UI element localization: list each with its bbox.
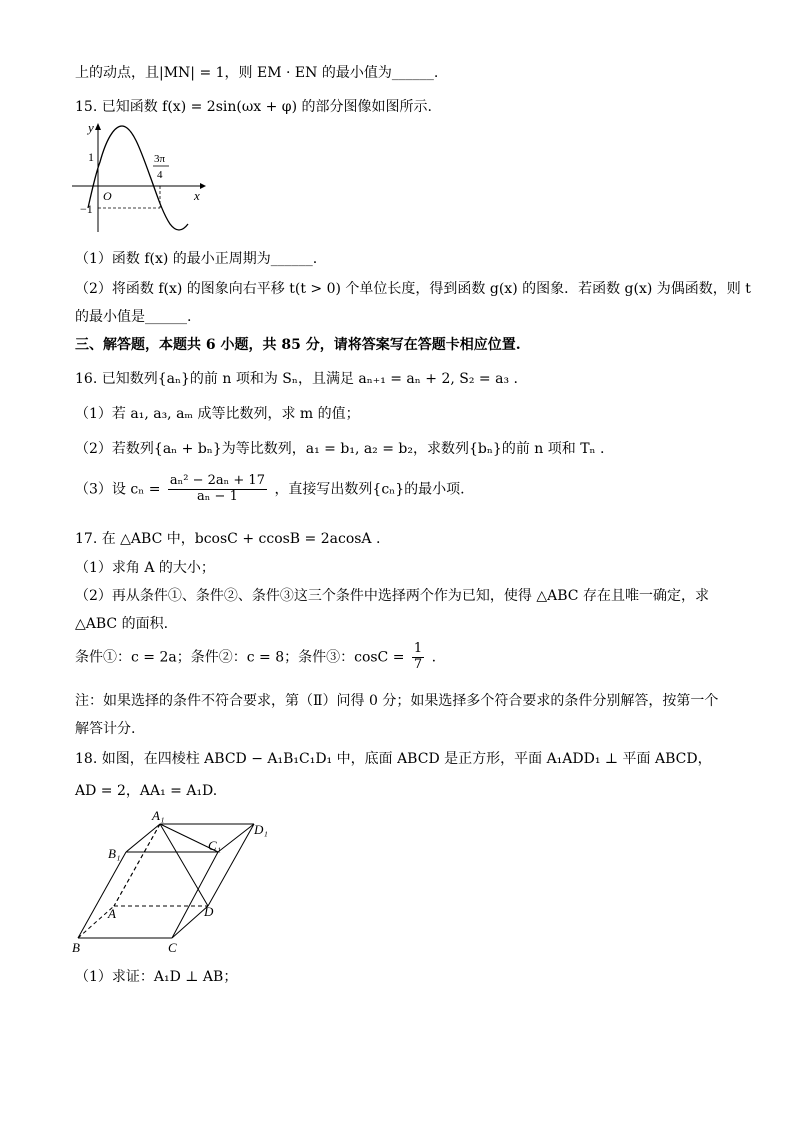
cos-c-numerator: 1 (413, 641, 423, 656)
label-d1: D₁ (254, 822, 268, 837)
tick-label-neg1: −1 (80, 202, 93, 216)
problem-17-part-2-cont: △ABC 的面积. (75, 616, 169, 632)
label-a: A (108, 906, 116, 921)
edge-c-d (172, 906, 208, 938)
problem-17-stem: 17. 在 △ABC 中，bcosC + ccosB = 2acosA . (75, 531, 381, 547)
origin-label: O (103, 189, 112, 203)
note-line: 注：如果选择的条件不符合要求，第（Ⅱ）问得 0 分；如果选择多个符合要求的条件分别解答，按第一个 (75, 693, 719, 709)
edge-a1-a-dup (114, 824, 160, 906)
label-b1: B₁ (108, 846, 121, 861)
problem-17-conditions (75, 642, 436, 673)
conditions-prefix: 条件①：c = 2a；条件②：c = 8；条件③：cosC = (75, 649, 405, 666)
problem-16-stem: 16. 已知数列{aₙ}的前 n 项和为 Sₙ，且满足 aₙ₊₁ = aₙ + 2, S₂ = a₃ . (75, 371, 518, 387)
x-axis-arrow-icon (200, 183, 206, 189)
problem-18-stem-cont: AD = 2，AA₁ = A₁D. (75, 783, 218, 799)
sine-curve (88, 126, 188, 230)
conditions-suffix: . (431, 649, 437, 666)
cn-numerator: aₙ² − 2aₙ + 17 (169, 473, 265, 488)
part-3-prefix: （3）设 cₙ = (75, 481, 161, 498)
label-c: C (168, 940, 177, 955)
edge-a1-d (160, 824, 208, 906)
edge-b1-b (78, 852, 126, 938)
tick-label-1: 1 (88, 150, 94, 164)
problem-15-part-2-cont: 的最小值是______. (75, 309, 192, 325)
x-axis-label: x (194, 188, 200, 203)
edge-d1-d (208, 824, 254, 906)
problem-15-stem: 15. 已知函数 f(x) = 2sin(ωx + φ) 的部分图像如图所示. (75, 99, 432, 115)
problem-18-part-1: （1）求证：A₁D ⊥ AB； (75, 969, 238, 985)
cos-c-denominator: 7 (413, 656, 423, 672)
y-axis-arrow-icon (95, 123, 101, 130)
edge-c1-d1 (218, 824, 254, 852)
problem-15-part-1: （1）函数 f(x) 的最小正周期为______. (75, 251, 318, 267)
label-d: D (204, 904, 214, 919)
problem-18-stem: 18. 如图，在四棱柱 ABCD − A₁B₁C₁D₁ 中，底面 ABCD 是正方形，平面 A₁ADD₁ ⊥ 平面 ABCD， (75, 751, 712, 767)
problem-15-part-2: （2）将函数 f(x) 的图象向右平移 t(t > 0) 个单位长度，得到函数 g(x) 的图象．若函数 g(x) 为偶函数，则 t (75, 281, 751, 297)
section-heading: 三、解答题，本题共 6 小题，共 85 分，请将答案写在答题卡相应位置. (75, 337, 521, 353)
prism-figure (68, 806, 288, 958)
problem-17-part-2: （2）再从条件①、条件②、条件③这三个条件中选择两个作为已知，使得 △ABC 存在且唯一确定，求 (75, 588, 709, 604)
note-line-cont: 解答计分. (75, 721, 136, 737)
sine-graph-figure (70, 120, 210, 235)
cn-denominator: aₙ − 1 (197, 488, 238, 504)
text-line-1: 上的动点，且|MN| = 1，则 EM · EN 的最小值为______. (75, 65, 439, 81)
problem-16-part-2: （2）若数列{aₙ + bₙ}为等比数列，a₁ = b₁, a₂ = b₂，求数列{bₙ}的前 n 项和 Tₙ . (75, 441, 605, 457)
problem-16-part-1: （1）若 a₁, a₃, aₘ 成等比数列，求 m 的值； (75, 406, 360, 422)
part-3-suffix: ，直接写出数列{cₙ}的最小项. (274, 481, 465, 498)
cos-c-fraction (412, 642, 424, 673)
label-b: B (72, 940, 80, 955)
edge-c1-c (172, 852, 218, 938)
tick-label-3pi: 3π (154, 153, 166, 165)
label-a1: A₁ (152, 808, 165, 823)
y-axis-label: y (88, 120, 94, 135)
tick-label-4: 4 (157, 169, 163, 181)
cn-fraction (168, 474, 267, 505)
problem-17-part-1: （1）求角 A 的大小； (75, 560, 215, 576)
label-c1: C₁ (208, 838, 222, 853)
edge-a1-b1 (126, 824, 160, 852)
problem-16-part-3 (75, 474, 465, 505)
